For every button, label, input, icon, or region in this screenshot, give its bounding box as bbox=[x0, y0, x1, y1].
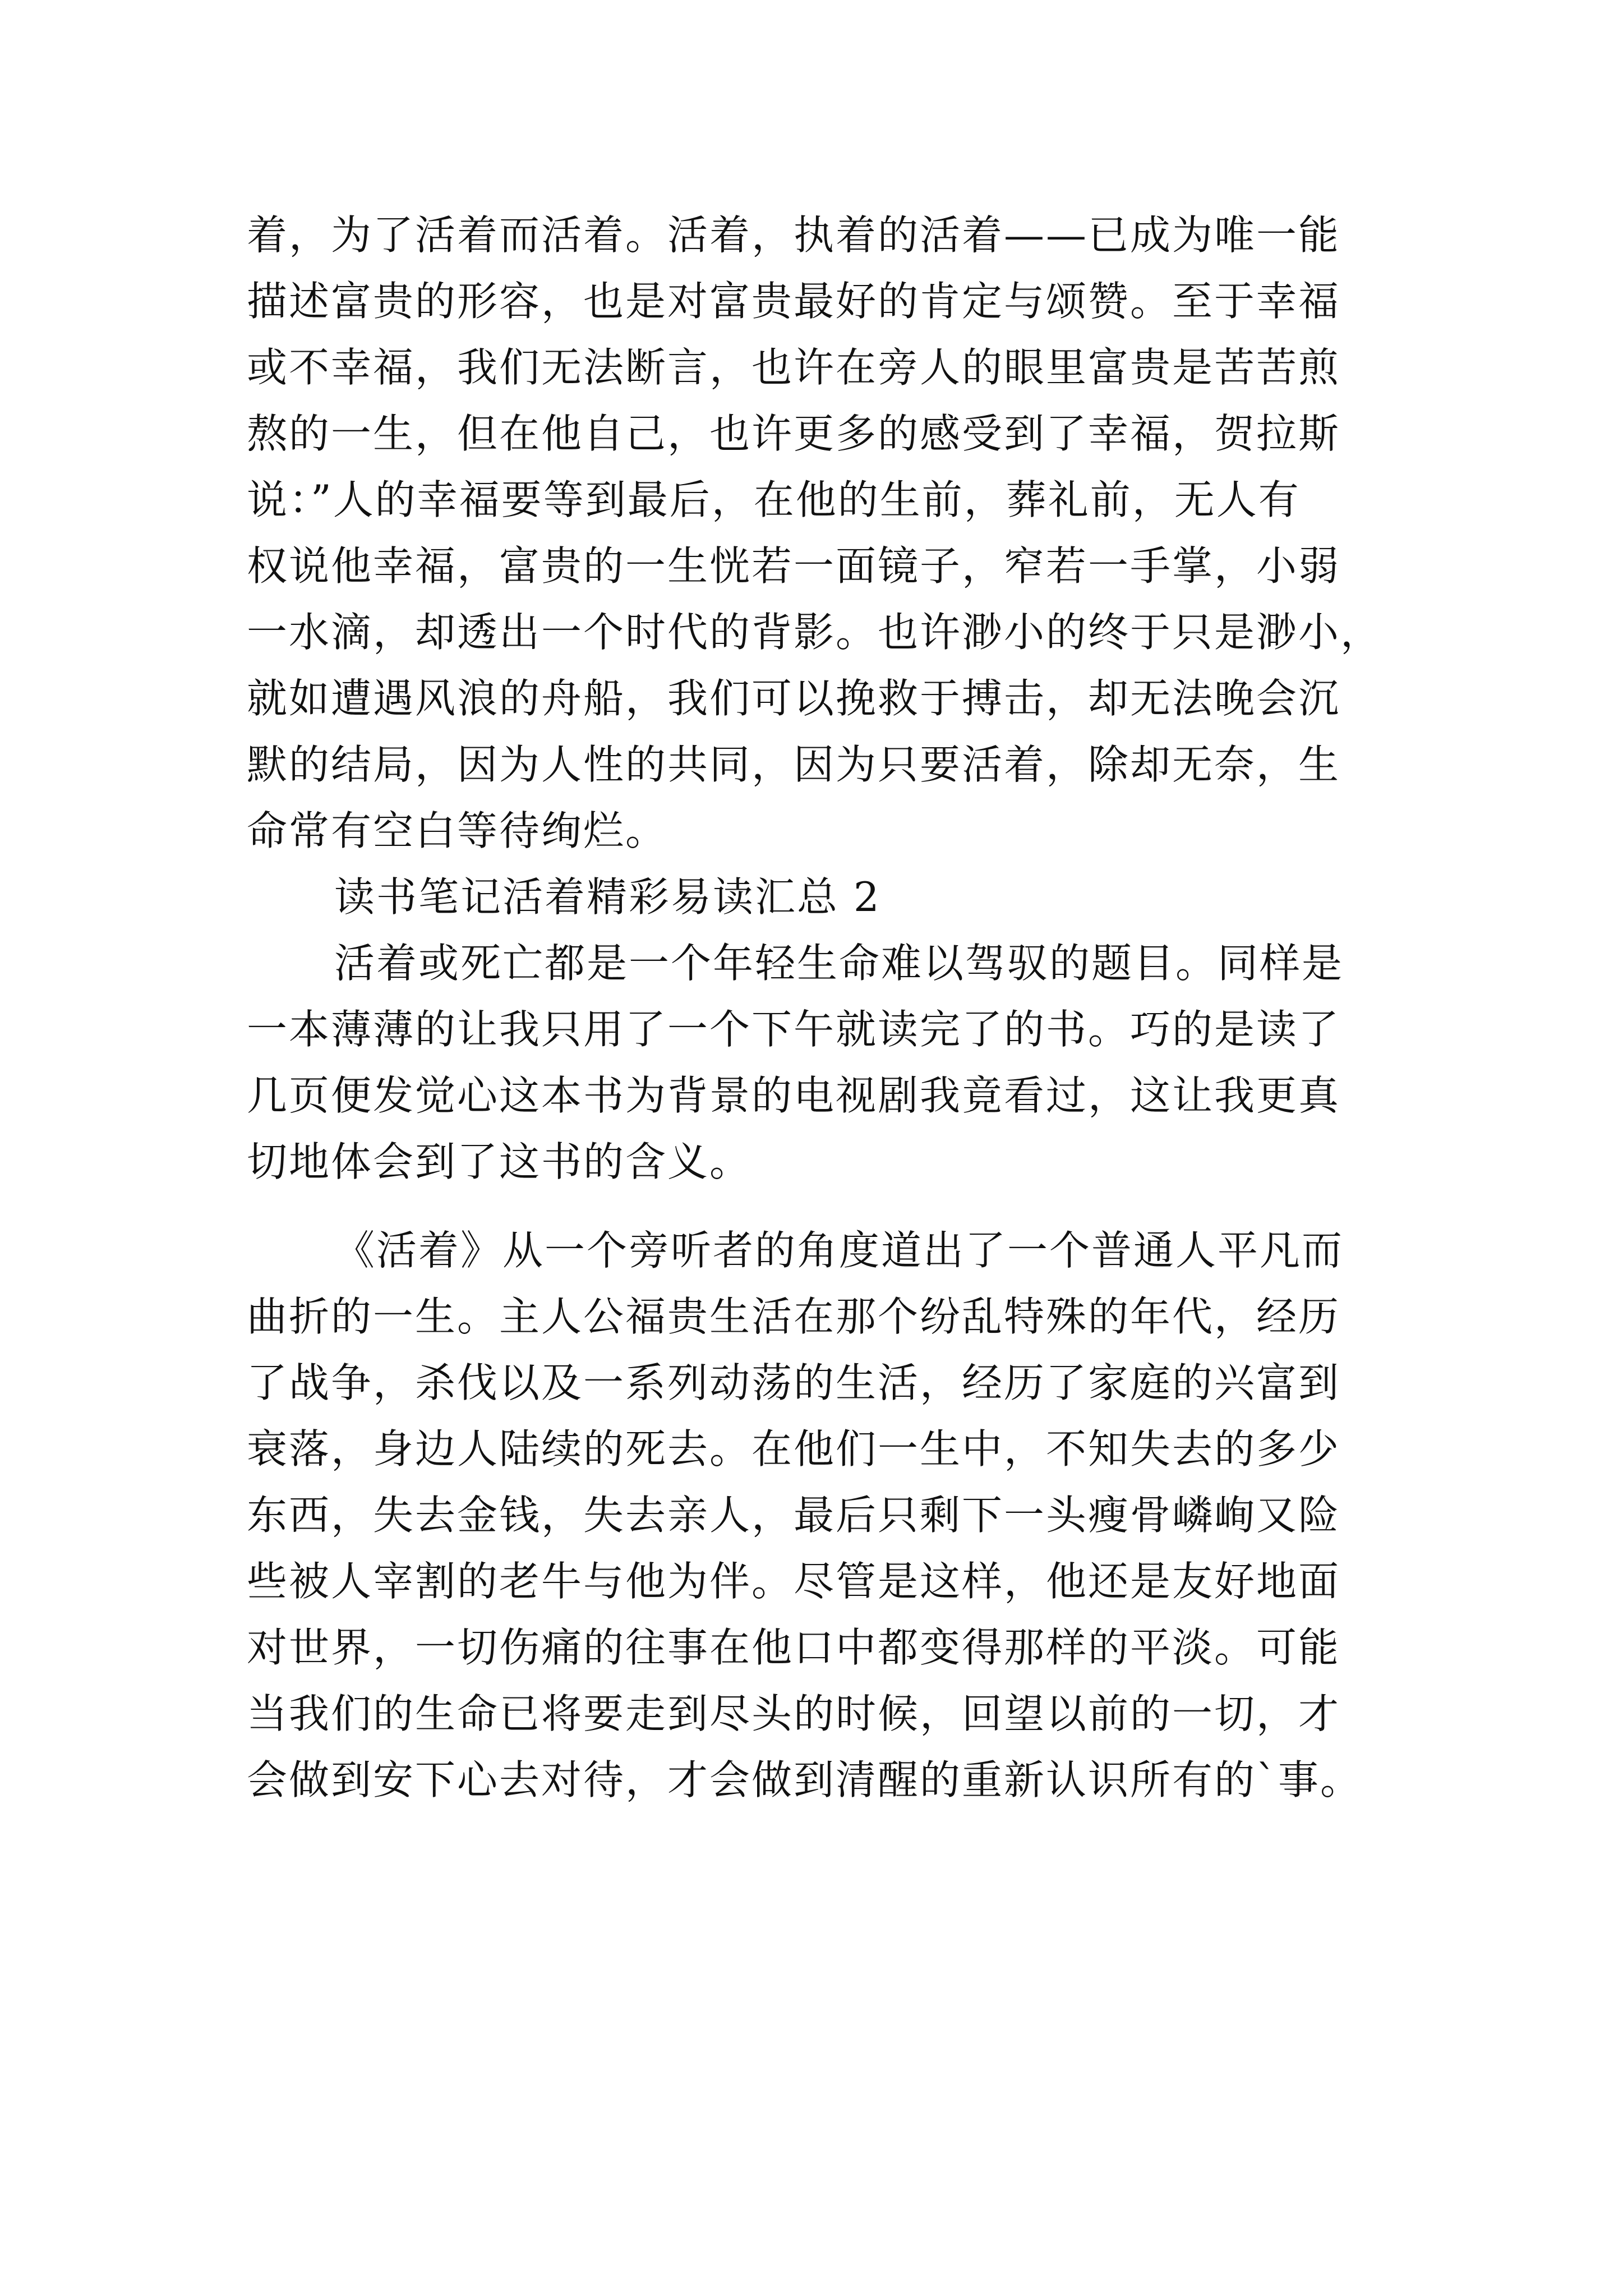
text-line: 了战争，杀伐以及一系列动荡的生活，经历了家庭的兴富到 bbox=[247, 1359, 1341, 1406]
text-line: 默的结局，因为人性的共同，因为只要活着，除却无奈，生 bbox=[247, 741, 1341, 788]
text-line: 一本薄薄的让我只用了一个下午就读完了的书。巧的是读了 bbox=[247, 1006, 1341, 1053]
text-line: 就如遭遇风浪的舟船，我们可以挽救于搏击，却无法晚会沉 bbox=[247, 675, 1341, 722]
text-line: 熬的一生，但在他自己，也许更多的感受到了幸福，贺拉斯 bbox=[247, 410, 1341, 457]
text-line: 东西，失去金钱，失去亲人，最后只剩下一头瘦骨嶙峋又险 bbox=[247, 1492, 1341, 1539]
paragraph-1 bbox=[247, 202, 1391, 864]
text-line: 切地体会到了这书的含义。 bbox=[247, 1138, 752, 1185]
text-line: 或不幸福，我们无法断言，也许在旁人的眼里富贵是苦苦煎 bbox=[247, 344, 1341, 391]
text-line: 描述富贵的形容，也是对富贵最好的肯定与颂赞。至于幸福 bbox=[247, 278, 1341, 325]
text-line: 说：”人的幸福要等到最后，在他的生前，葬礼前，无人有 bbox=[247, 476, 1301, 523]
text-line: 当我们的生命已将要走到尽头的时候，回望以前的一切，才 bbox=[247, 1690, 1341, 1737]
paragraph-spacer bbox=[247, 1195, 1391, 1217]
text-line: 一水滴，却透出一个时代的背影。也许渺小的终于只是渺小， bbox=[247, 609, 1383, 656]
text-line: 曲折的一生。主人公福贵生活在那个纷乱特殊的年代，经历 bbox=[247, 1293, 1341, 1340]
text-line: 《活着》从一个旁听者的角度道出了一个普通人平凡而 bbox=[334, 1227, 1344, 1274]
text-line: 几页便发觉心这本书为背景的电视剧我竟看过，这让我更真 bbox=[247, 1072, 1341, 1119]
text-line: 衰落，身边人陆续的死去。在他们一生中，不知失去的多少 bbox=[247, 1425, 1341, 1473]
text-line: 些被人宰割的老牛与他为伴。尽管是这样，他还是友好地面 bbox=[247, 1558, 1341, 1605]
text-line: 命常有空白等待绚烂。 bbox=[247, 807, 668, 854]
paragraph-2 bbox=[247, 930, 1391, 1195]
section-heading: 读书笔记活着精彩易读汇总 2 bbox=[334, 873, 881, 921]
text-line: 活着或死亡都是一个年轻生命难以驾驭的题目。同样是 bbox=[334, 940, 1344, 987]
text-line: 会做到安下心去对待，才会做到清醒的重新认识所有的`事。 bbox=[247, 1756, 1363, 1803]
text-line: 权说他幸福，富贵的一生恍若一面镜子，窄若一手掌，小弱 bbox=[247, 542, 1341, 590]
text-line: 着，为了活着而活着。活着，执着的活着——已成为唯一能 bbox=[247, 211, 1341, 259]
paragraph-3 bbox=[247, 1217, 1391, 1813]
document-body bbox=[247, 202, 1391, 1813]
text-line: 对世界，一切伤痛的往事在他口中都变得那样的平淡。可能 bbox=[247, 1624, 1341, 1671]
